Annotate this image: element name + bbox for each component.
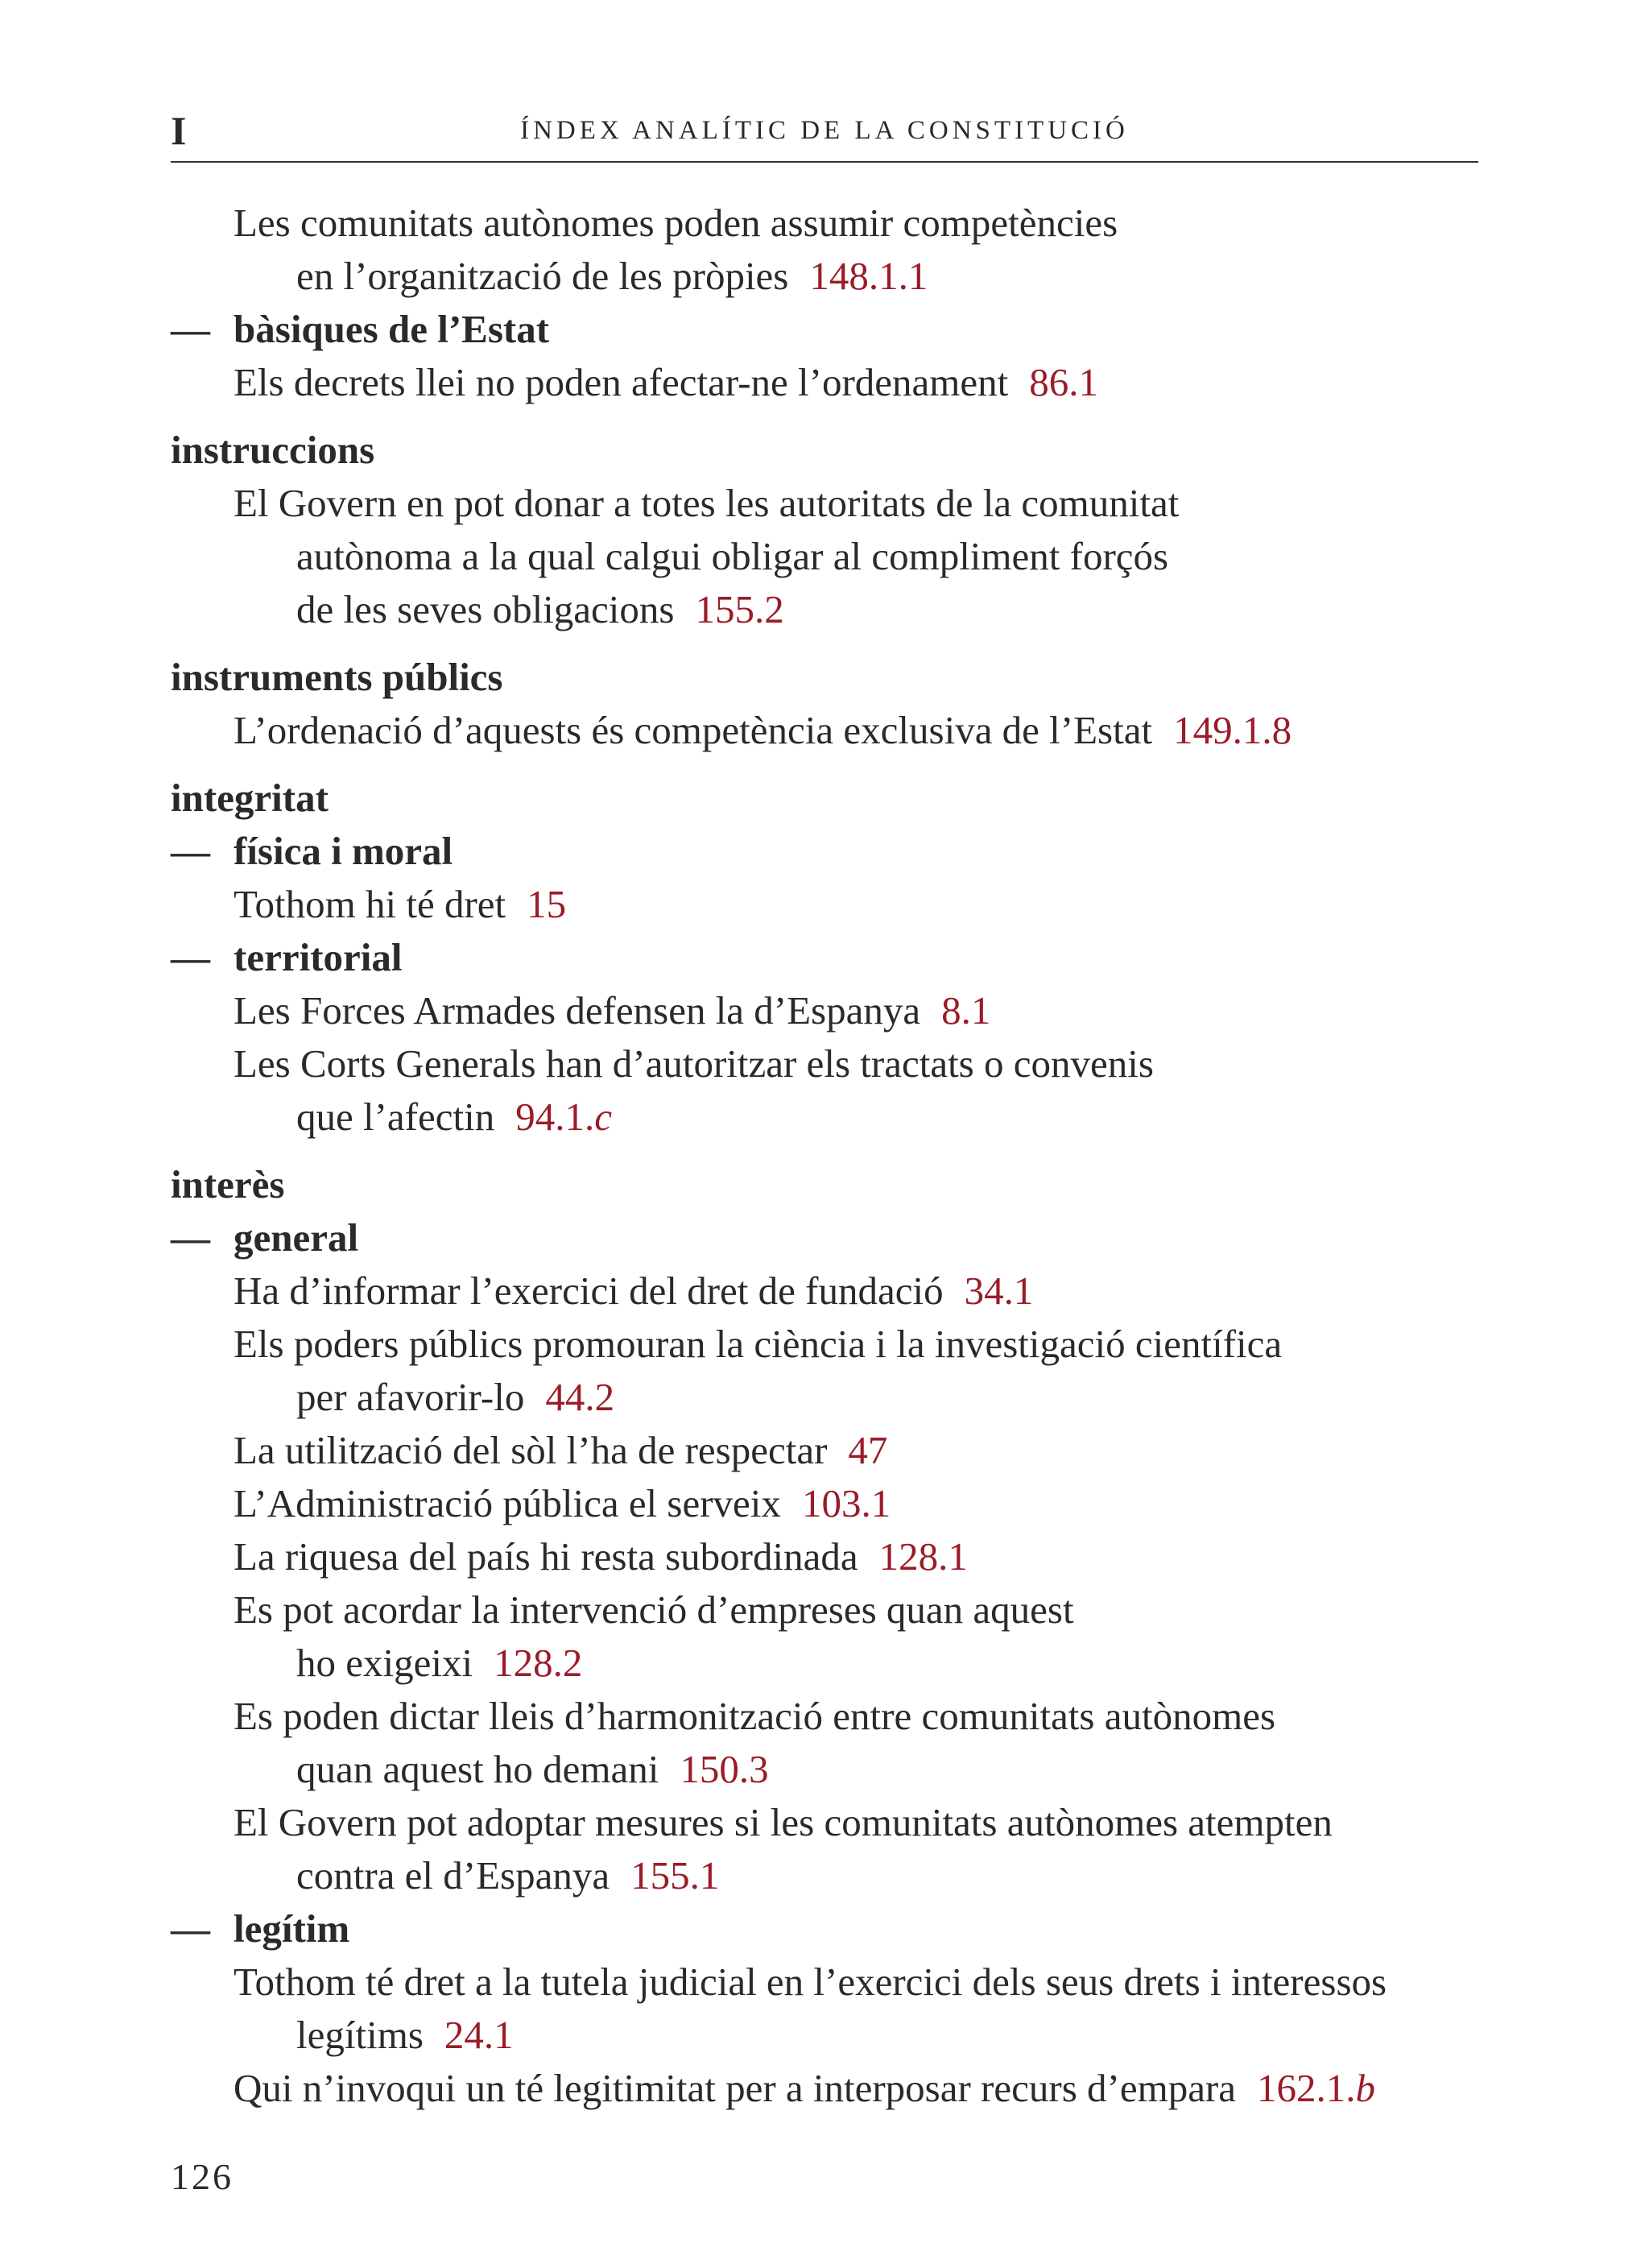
article-reference (941, 988, 990, 1033)
entry-text: Es pot acordar la intervenció d’empreses quan aquest (234, 1587, 1074, 1632)
reference-number: 103.1 (801, 1481, 891, 1525)
reference-number: 128.2 (494, 1641, 583, 1685)
entry-text: per afavorir-lo (296, 1375, 525, 1419)
entry-text: ho exigeixi (296, 1641, 473, 1685)
entry-text: Els decrets llei no poden afectar-ne l’ordenament (234, 360, 1009, 404)
em-dash: — (171, 935, 210, 979)
entry-text: legítims (296, 2013, 424, 2057)
article-reference (809, 254, 928, 298)
reference-number: 148.1.1 (809, 254, 928, 298)
reference-number: 24.1 (444, 2013, 514, 2057)
term-label: instruments públics (171, 655, 503, 699)
index-entry-line (171, 1318, 1523, 1371)
em-dash: — (171, 829, 210, 873)
article-reference (444, 2013, 514, 2057)
reference-number: 162.1. (1257, 2066, 1356, 2110)
entry-text: Qui n’invoqui un té legitimitat per a interposar recurs d’empara (234, 2066, 1237, 2110)
article-reference (965, 1269, 1034, 1313)
index-entry-line (171, 356, 1523, 409)
index-entry-line (171, 1477, 1523, 1530)
article-reference (527, 882, 566, 926)
entry-text: Tothom té dret a la tutela judicial en l’exercici dels seus drets i interessos (234, 1960, 1387, 2004)
index-term (171, 772, 1523, 825)
article-reference (848, 1428, 887, 1472)
entry-text: La riquesa del país hi resta subordinada (234, 1534, 858, 1579)
article-reference (545, 1375, 614, 1419)
index-entry-line (171, 1743, 1523, 1796)
index-entry-line (171, 2009, 1523, 2062)
subterm-label: general (234, 1215, 359, 1260)
subterm-label: territorial (234, 935, 403, 979)
entry-text: Les comunitats autònomes poden assumir competències (234, 201, 1118, 245)
page-header (171, 106, 1478, 163)
index-entry-line (171, 1849, 1523, 1902)
reference-number: 155.1 (630, 1853, 720, 1898)
reference-number: 94.1. (515, 1095, 595, 1139)
article-reference (630, 1853, 719, 1898)
entry-text: contra el d’Espanya (296, 1853, 610, 1898)
entry-text: en l’organització de les pròpies (296, 254, 789, 298)
index-subterm (171, 931, 1523, 984)
entry-text: Els poders públics promouran la ciència i la investigació científica (234, 1322, 1283, 1366)
subterm-label: física i moral (234, 829, 453, 873)
article-reference (515, 1095, 612, 1139)
index-subterm (171, 1902, 1523, 1956)
reference-number: 149.1.8 (1173, 708, 1292, 752)
index-term (171, 1158, 1523, 1211)
section-letter: I (171, 108, 187, 153)
index-entry-line (171, 1371, 1523, 1424)
index-entry-line (171, 2062, 1523, 2115)
index-entry-line (171, 1264, 1523, 1318)
entry-text: Les Forces Armades defensen la d’Espanya (234, 988, 921, 1033)
index-entry-line (171, 1091, 1523, 1144)
reference-number: 150.3 (680, 1747, 769, 1791)
article-reference (1257, 2066, 1375, 2110)
entry-text: de les seves obligacions (296, 587, 675, 631)
index-entry-line (171, 583, 1523, 636)
index-entry-line (171, 878, 1523, 931)
entry-text: El Govern en pot donar a totes les autoritats de la comunitat (234, 481, 1180, 525)
entry-text: que l’afectin (296, 1095, 495, 1139)
entry-text: L’ordenació d’aquests és competència exclusiva de l’Estat (234, 708, 1153, 752)
article-reference (802, 1481, 891, 1525)
index-entries (171, 197, 1523, 2115)
index-entry-line (171, 1956, 1523, 2009)
index-entry-line (171, 1637, 1523, 1690)
article-reference (494, 1641, 582, 1685)
index-entry-line (171, 197, 1523, 250)
entry-text: autònoma a la qual calgui obligar al compliment forçós (296, 534, 1169, 578)
reference-number: 8.1 (941, 988, 991, 1033)
index-entry-line (171, 1037, 1523, 1091)
subterm-label: legítim (234, 1906, 350, 1951)
reference-number: 47 (848, 1428, 888, 1472)
index-entry-line (171, 1530, 1523, 1583)
article-reference (680, 1747, 768, 1791)
index-entry-line (171, 1690, 1523, 1743)
term-label: integritat (171, 776, 329, 820)
index-entry-line (171, 1424, 1523, 1477)
reference-number: 128.1 (878, 1534, 968, 1579)
entry-text: L’Administració pública el serveix (234, 1481, 781, 1525)
em-dash: — (171, 307, 210, 351)
index-subterm (171, 825, 1523, 878)
reference-number: 155.2 (695, 587, 784, 631)
term-label: interès (171, 1162, 285, 1206)
index-term (171, 424, 1523, 477)
index-term (171, 651, 1523, 704)
reference-number: 86.1 (1029, 360, 1098, 404)
article-reference (1173, 708, 1292, 752)
reference-number: 44.2 (545, 1375, 615, 1419)
entry-text: El Govern pot adoptar mesures si les comunitats autònomes atempten (234, 1800, 1333, 1844)
entry-text: Es poden dictar lleis d’harmonització entre comunitats autònomes (234, 1694, 1276, 1738)
em-dash: — (171, 1906, 210, 1951)
entry-text: La utilització del sòl l’ha de respectar (234, 1428, 828, 1472)
term-label: instruccions (171, 428, 375, 472)
entry-text: Les Corts Generals han d’autoritzar els tractats o convenis (234, 1041, 1154, 1086)
entry-text: quan aquest ho demani (296, 1747, 659, 1791)
index-entry-line (171, 1796, 1523, 1849)
index-entry-line (171, 530, 1523, 583)
page-number: 126 (171, 2156, 234, 2197)
reference-letter: c (594, 1095, 612, 1139)
index-entry-line (171, 477, 1523, 530)
subterm-label: bàsiques de l’Estat (234, 307, 550, 351)
running-title: ÍNDEX ANALÍTIC DE LA CONSTITUCIÓ (520, 116, 1129, 145)
article-reference (1029, 360, 1098, 404)
entry-text: Tothom hi té dret (234, 882, 506, 926)
index-subterm (171, 303, 1523, 356)
reference-number: 34.1 (964, 1269, 1034, 1313)
index-entry-line (171, 984, 1523, 1037)
article-reference (879, 1534, 968, 1579)
article-reference (695, 587, 783, 631)
index-entry-line (171, 704, 1523, 757)
entry-text: Ha d’informar l’exercici del dret de fundació (234, 1269, 944, 1313)
em-dash: — (171, 1215, 210, 1260)
reference-number: 15 (527, 882, 567, 926)
index-entry-line (171, 250, 1523, 303)
index-entry-line (171, 1583, 1523, 1637)
reference-letter: b (1355, 2066, 1376, 2110)
index-subterm (171, 1211, 1523, 1264)
